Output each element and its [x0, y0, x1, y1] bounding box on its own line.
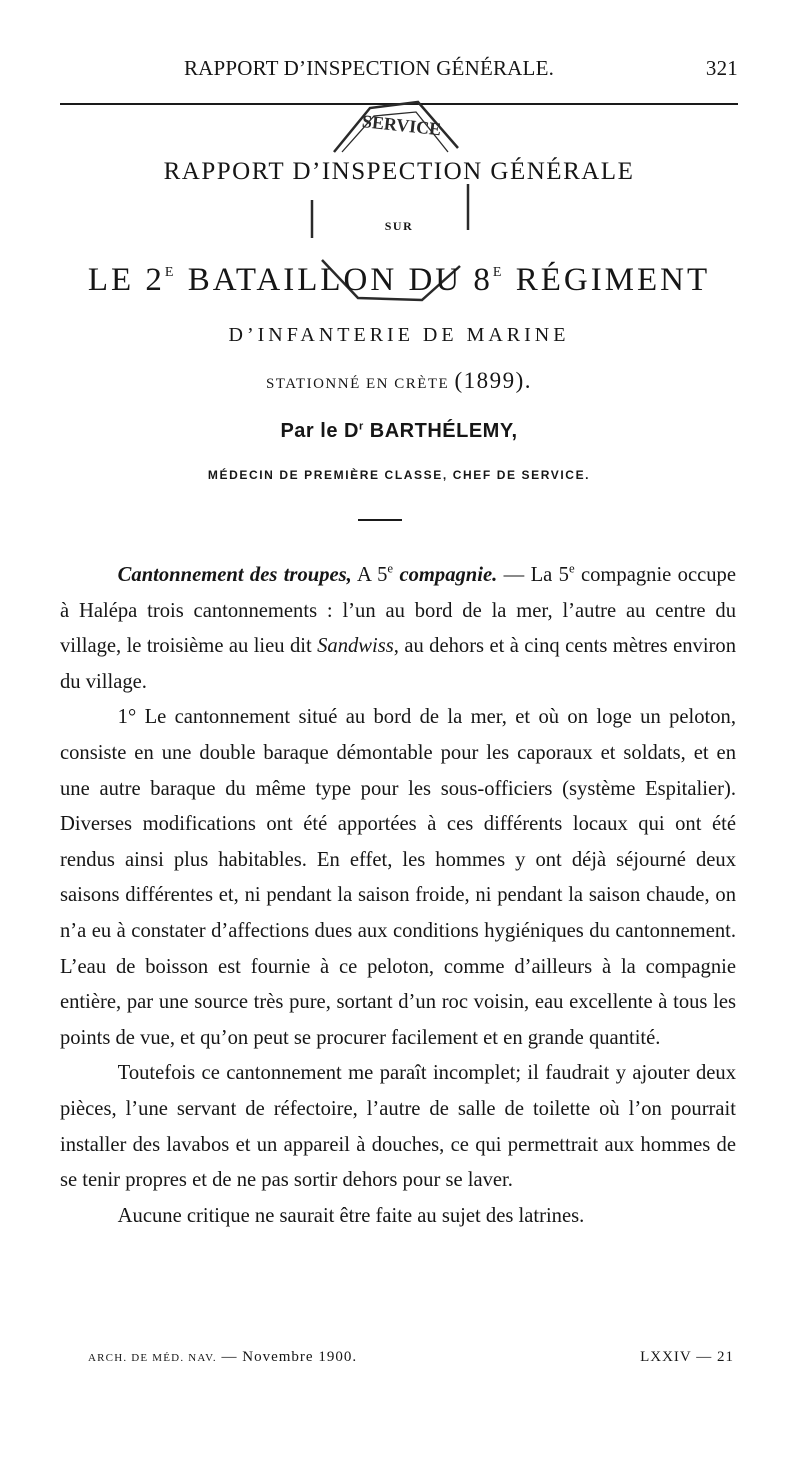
author-name: BARTHÉLEMY,	[363, 420, 518, 442]
report-battalion	[60, 262, 738, 299]
page-footer	[88, 1349, 738, 1377]
report-title: RAPPORT D’INSPECTION GÉNÉRALE	[163, 158, 635, 185]
p1-sup-c: e	[568, 561, 575, 576]
battalion-text-c: RÉGIMENT	[504, 262, 711, 298]
stamp-text: SERVICE	[361, 111, 443, 140]
battalion-text-a: LE 2	[87, 262, 165, 298]
p1-b: compagnie.	[399, 564, 498, 586]
author-role: MÉDECIN DE PREMIÈRE CLASSE, CHEF DE SERVICE.	[207, 468, 591, 482]
paragraph-4: Aucune critique ne saurait être faite au sujet des latrines.	[117, 1204, 585, 1227]
footer-signature: LXXIV — 21	[640, 1349, 734, 1365]
report-regiment: D’INFANTERIE DE MARINE	[228, 324, 570, 346]
paragraph-1	[60, 558, 736, 700]
footer-date: — Novembre 1900.	[216, 1349, 358, 1365]
location-text: STATIONNÉ EN CRÈTE	[265, 376, 450, 392]
running-title: RAPPORT D’INSPECTION GÉNÉRALE.	[183, 56, 555, 80]
p1-sup-a: e	[387, 561, 394, 576]
paragraph-2	[60, 700, 736, 1056]
page-number: 321	[705, 56, 738, 80]
battalion-sup-a: E	[164, 265, 177, 280]
report-author	[60, 420, 738, 443]
running-header	[60, 56, 738, 90]
p2-num: 1°	[117, 706, 137, 729]
battalion-text-b: BATAILLON DU 8	[176, 262, 493, 298]
footer-citation	[88, 1349, 357, 1366]
p1-d: compagnie occupe à Halépa trois cantonnements : l’un au bord de la mer, l’autre au centre du village, le troisième au lieu dit	[60, 564, 736, 658]
author-sup: r	[358, 420, 364, 433]
report-sur: SUR	[384, 219, 414, 233]
author-prefix: Par le D	[280, 420, 359, 442]
p2-text: Le cantonnement situé au bord de la mer, et où on loge un peloton, consiste en une double baraque démontable pour les caporaux et soldats, et en une autre baraque du même type pour les sous-officiers (système Espitalier). Diverses modifications ont été apportées à ces différents locaux qui ont été rendus ainsi plus habitables. En effet, les hommes y ont déjà séjourné deux saisons différentes et, ni pendant la saison froide, ni pendant la saison chaude, on n’a eu à constater d’affections dues aux conditions hygiéniques du cantonnement. L’eau de boisson est fournie à ce peloton, comme d’ailleurs à la compagnie entière, par une source très pure, sortant d’un roc voisin, eau excellente à tous les points de vue, et qu’on peut se procurer facilement et en grande quantité.	[60, 706, 736, 1049]
p1-e: , au dehors et à cinq cents mètres environ du village.	[60, 635, 737, 693]
battalion-sup-b: E	[492, 265, 505, 280]
footer-journal: ARCH. DE MÉD. NAV.	[88, 1352, 217, 1364]
report-location	[60, 368, 738, 394]
section-divider	[358, 519, 402, 521]
location-year: (1899).	[454, 368, 533, 393]
p1-a: A 5	[351, 564, 388, 586]
paragraph-3: Toutefois ce cantonnement me paraît incomplet; il faudrait y ajouter deux pièces, l’une servant de réfectoire, l’autre de salle de toilette où l’on pourrait installer des lavabos et un appareil à douches, ce qui permettrait aux hommes de se tenir propres et de ne pas sortir dehors pour se laver.	[60, 1062, 736, 1192]
p1-c: — La 5	[497, 564, 569, 586]
section-heading: Cantonnement des troupes,	[117, 564, 352, 586]
body-text	[60, 558, 736, 1234]
p1-place: Sandwiss	[317, 635, 394, 658]
